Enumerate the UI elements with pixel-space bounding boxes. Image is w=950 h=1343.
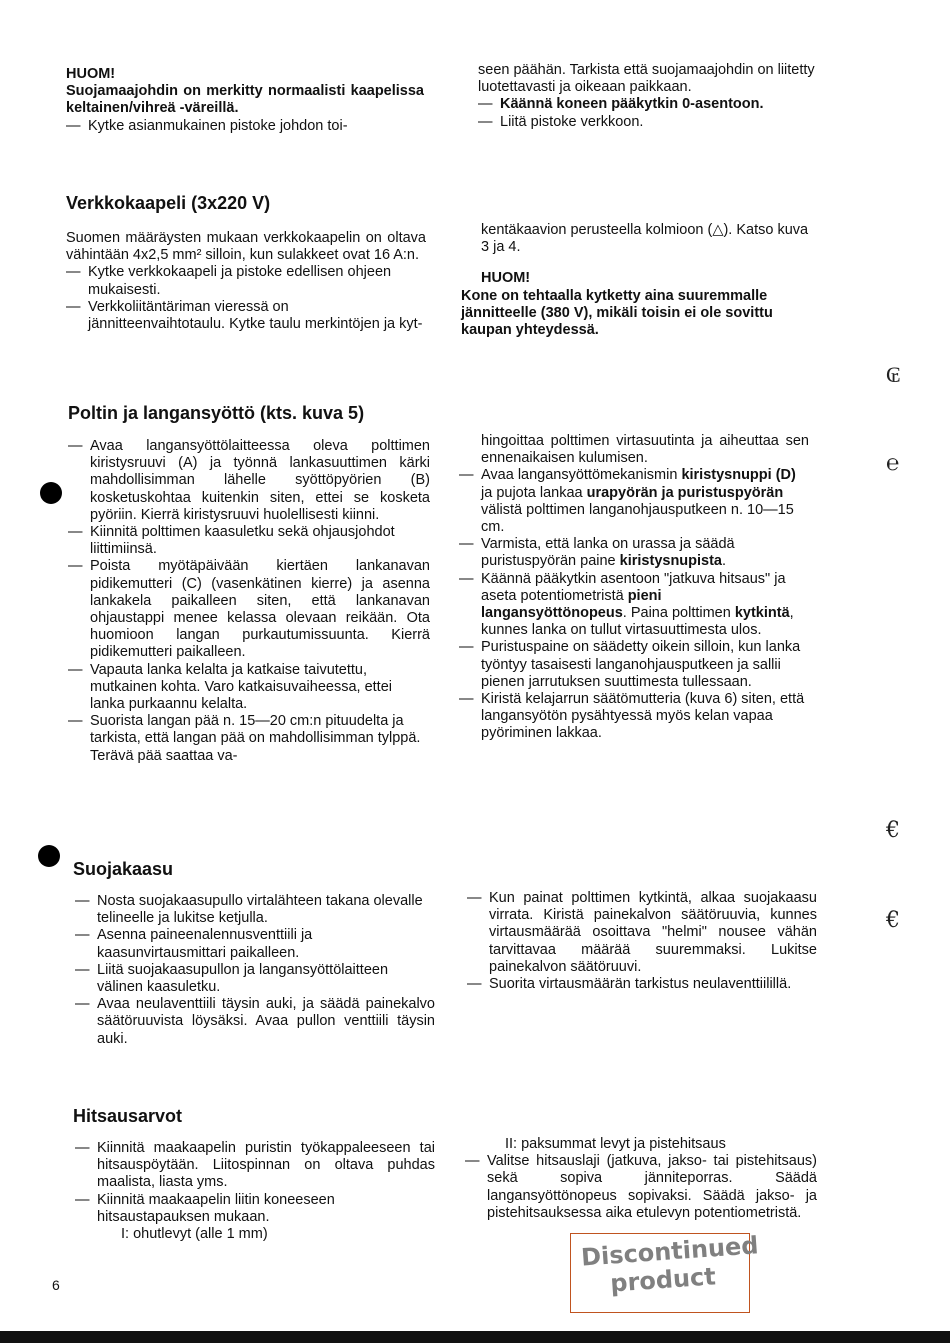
scan-edge bbox=[0, 1331, 950, 1343]
bold-span: kiristysnupista bbox=[619, 553, 722, 570]
bold-span: urapyörän ja puristuspyörän bbox=[586, 484, 784, 501]
list-item: — Avaa neulaventtiili täysin auki, ja säädä painekalvo säätöruuvista löysäksi. Avaa pullon venttiili täysin auki. bbox=[75, 996, 435, 1048]
list-item: — Suorita virtausmäärän tarkistus neulaventtiilillä. bbox=[467, 976, 817, 993]
list-item bbox=[459, 571, 809, 640]
text-span: ja pujota lankaa bbox=[481, 484, 587, 501]
section-title-poltin: Poltin ja langansyöttö (kts. kuva 5) bbox=[68, 403, 365, 423]
list-item: — Kiinnitä polttimen kaasuletku sekä ohjausjohdot liittimiinsä. bbox=[68, 524, 430, 558]
suojakaasu-right-column bbox=[467, 890, 817, 993]
verkko-left-column bbox=[66, 230, 426, 333]
text-span: Avaa langansyöttömekanismin bbox=[481, 467, 682, 484]
bold-span: kiristysnuppi (D) bbox=[681, 467, 796, 484]
instruction-list bbox=[66, 118, 424, 135]
list-item: — Liitä suojakaasupullon ja langansyöttölaitteen välinen kaasuletku. bbox=[75, 962, 435, 996]
margin-mark: € bbox=[886, 908, 900, 933]
continued-text: seen päähän. Tarkista että suojamaajohdin on liitetty luotettavasti ja oikeaan paikkaan. bbox=[478, 62, 815, 96]
margin-mark: ₢ bbox=[886, 363, 901, 388]
note-heading: HUOM! bbox=[481, 270, 531, 287]
list-item: — Liitä pistoke verkkoon. bbox=[478, 114, 823, 131]
section-title-verkkokaapeli: Verkkokaapeli (3x220 V) bbox=[66, 193, 271, 213]
list-item: — Suorista langan pää n. 15—20 cm:n pituudelta ja tarkista, että langan pää on mahdollisimman tylppä. Terävä pää saattaa va- bbox=[68, 713, 430, 765]
list-item bbox=[459, 467, 809, 536]
list-item: — Kiinnitä maakaapelin liitin koneeseen hitsaustapauksen mukaan. bbox=[75, 1192, 435, 1226]
margin-mark: ℮ bbox=[886, 451, 900, 476]
list-item: — Kytke asianmukainen pistoke johdon toi- bbox=[66, 118, 424, 135]
list-item: — Vapauta lanka kelalta ja katkaise taivutettu, mutkainen kohta. Varo katkaisuvaiheessa, ettei lanka purkaannu kelalta. bbox=[68, 662, 430, 714]
text-span: . bbox=[722, 553, 727, 570]
list-item: — Kun painat polttimen kytkintä, alkaa suojakaasu virrata. Kiristä painekalvon säätöruuvia, kunnes virtausmäärää osoittava "helmi" nousee vähän tarvittavaa määrää suuremmaksi. Lukitse painekalvon säätöruuvi. bbox=[467, 890, 817, 976]
poltin-right-column bbox=[459, 433, 809, 743]
binder-hole bbox=[38, 845, 60, 867]
instruction-list bbox=[478, 96, 823, 130]
section-title-hitsausarvot: Hitsausarvot bbox=[73, 1106, 183, 1126]
note-heading: HUOM! bbox=[66, 66, 116, 82]
hitsaus-left-column bbox=[75, 1140, 435, 1243]
note-body: Kone on tehtaalla kytketty aina suuremmalle jännitteelle (380 V), mikäli toisin ei ole sovittu kaupan yhteydessä. bbox=[461, 287, 773, 339]
continued-text: hingoittaa polttimen virtasuutinta ja aiheuttaa sen ennenaikaisen kulumisen. bbox=[481, 433, 809, 467]
text-span: . Paina polttimen bbox=[622, 605, 735, 622]
instruction-list bbox=[467, 890, 817, 993]
instruction-list bbox=[75, 893, 435, 1048]
list-item: — Asenna paineenalennusventtiili ja kaasunvirtausmittari paikalleen. bbox=[75, 927, 435, 961]
list-item: — Nosta suojakaasupullo virtalähteen takana olevalle telineelle ja lukitse ketjulla. bbox=[75, 893, 435, 927]
text-span: Varmista, että lanka on urassa ja säädä puristuspyörän paine bbox=[481, 536, 735, 570]
page-number: 6 bbox=[52, 1277, 60, 1293]
list-item: — Verkkoliitäntäriman vieressä on jännitteenvaihtotaulu. Kytke taulu merkintöjen ja kyt- bbox=[66, 299, 426, 333]
top-right-column bbox=[478, 62, 823, 131]
text-span: , kunnes lanka on tullut virtasuuttimesta ulos. bbox=[481, 605, 794, 639]
sub-option: II: paksummat levyt ja pistehitsaus bbox=[505, 1136, 726, 1152]
bold-span: pieni langansyöttönopeus bbox=[481, 587, 662, 622]
list-item: — Kiristä kelajarrun säätömutteria (kuva 6) siten, että langansyötön pysähtyessä myös kelan vapaa pyöriminen lakkaa. bbox=[459, 691, 809, 743]
list-item: — Puristuspaine on säädetty oikein silloin, kun lanka työntyy tasaisesti langanohjausputkeen ja sallii pienen jarrutuksen suuttimesta tullessaan. bbox=[459, 639, 809, 691]
continued-text: kentäkaavion perusteella kolmioon (△). Katso kuva 3 ja 4. bbox=[481, 222, 809, 256]
instruction-list bbox=[75, 1140, 435, 1226]
list-item bbox=[459, 536, 809, 570]
list-item: — Valitse hitsauslaji (jatkuva, jakso- tai pistehitsaus) sekä sopiva jänniteporras. Säädä langansyöttönopeus sopivaksi. Säädä jakso- ja pistehitsauksessa aika etulevyn potentiometristä. bbox=[465, 1153, 817, 1222]
list-item: — Kiinnitä maakaapelin puristin työkappaleeseen tai hitsauspöytään. Liitospinnan on oltava puhdas maalista, liasta yms. bbox=[75, 1140, 435, 1192]
note-body: Suojamaajohdin on merkitty normaalisti kaapelissa keltainen/vihreä -väreillä. bbox=[66, 83, 424, 117]
text-span: Käännä pääkytkin asentoon "jatkuva hitsaus" ja aseta potentiometristä bbox=[481, 570, 786, 604]
top-left-column bbox=[66, 66, 424, 135]
section-title-suojakaasu: Suojakaasu bbox=[73, 859, 174, 879]
list-item: — Kytke verkkokaapeli ja pistoke edellisen ohjeen mukaisesti. bbox=[66, 264, 426, 298]
text-span: välistä polttimen langanohjausputkeen n. 10—15 cm. bbox=[481, 501, 794, 536]
instruction-list bbox=[465, 1153, 817, 1222]
instruction-list bbox=[66, 264, 426, 333]
binder-hole bbox=[40, 482, 62, 504]
verkko-right-column bbox=[461, 222, 816, 339]
instruction-list bbox=[68, 438, 430, 765]
hitsaus-right-column bbox=[465, 1136, 817, 1222]
bold-span: kytkintä bbox=[734, 605, 790, 622]
list-item: — Poista myötäpäivään kiertäen lankanavan pidikemutteri (C) (vasenkätinen kierre) ja asenna lankakela paikalleen siten, että lankanavan ohjaustappi menee kelassa olevaan reikään. Ota huomioon langan purkautumissuunta. Kierrä pidikemutteri paikalleen. bbox=[68, 558, 430, 661]
list-item bbox=[478, 96, 823, 113]
list-item: — Avaa langansyöttölaitteessa oleva polttimen kiristysruuvi (A) ja työnnä lankasuuttimen kärki mahdollisimman lähelle syöttöpyörien (B) kosketuskohtaa kuitenkin siten, ettei se kosketa pyöriin. Kierrä kiristysruuvi huolellisesti kiinni. bbox=[68, 438, 430, 524]
discontinued-stamp bbox=[580, 1231, 760, 1299]
list-item-text: Käännä koneen pääkytkin 0-asentoon. bbox=[500, 96, 764, 113]
suojakaasu-left-column bbox=[75, 893, 435, 1048]
margin-mark: € bbox=[886, 818, 900, 843]
sub-option: I: ohutlevyt (alle 1 mm) bbox=[121, 1226, 268, 1243]
paragraph: Suomen määräysten mukaan verkkokaapelin on oltava vähintään 4x2,5 mm² silloin, kun sulakkeet ovat 16 A:n. bbox=[66, 230, 426, 264]
stamp-line: product bbox=[609, 1262, 717, 1298]
instruction-list bbox=[459, 467, 809, 742]
poltin-left-column bbox=[68, 438, 430, 765]
stamp-line: Discontinued bbox=[580, 1231, 760, 1272]
